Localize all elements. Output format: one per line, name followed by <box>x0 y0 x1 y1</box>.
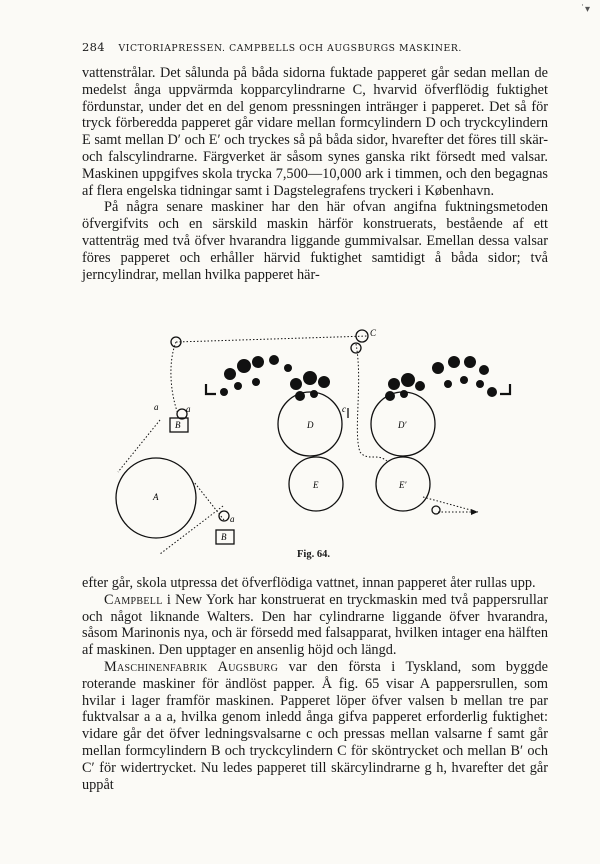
label-a1: a <box>154 402 159 412</box>
machine-diagram <box>98 322 538 570</box>
paragraph-3: efter går, skola utpressa det öfverflödiga vattnet, innan papperet åter rullas upp. <box>82 575 536 591</box>
corner-mark: ˙▾ <box>579 4 590 15</box>
text-block-bottom <box>82 575 548 793</box>
paragraph-5 <box>82 659 548 793</box>
label-E: E <box>313 480 319 490</box>
label-B-upper: B <box>175 420 181 430</box>
label-a2: a <box>186 404 191 414</box>
label-D: D <box>307 420 314 430</box>
label-D2: D′ <box>398 420 407 430</box>
label-a3: a <box>230 514 235 524</box>
label-c: c <box>342 404 346 414</box>
running-title: VICTORIAPRESSEN. CAMPBELLS OCH AUGSBURGS MASKINER. <box>118 43 462 54</box>
page-header <box>82 40 542 54</box>
paragraph-5-rest: var den första i Tyskland, som byggde roterande maskiner för ändlöst papper. Å fig. 65 visar A pappersrullen, som hvilar i lager framför maskinen. Papperet löper öfver valsen b mellan tre par fuktvalsar a a a, hvilka genom inledd ånga gifva papperet erforderlig fuktighet: vidare går det öfver ledningsvalsarne c och pressas mellan valsarne f samt går mellan formcylindern B och tryckcylindern C för sköntrycket och mellan B′ och C′ för widertrycket. Nu ledes papperet till skärcylindrarne g h, hvarefter det går uppåt <box>82 658 548 793</box>
label-B-lower: B <box>221 532 227 542</box>
paragraph-4 <box>82 592 548 659</box>
label-A: A <box>153 492 159 502</box>
paragraph-4-lead: Campbell <box>104 591 163 608</box>
figure-64 <box>98 322 538 570</box>
text-block-top <box>82 65 548 283</box>
figure-caption: Fig. 64. <box>297 549 330 560</box>
label-C: C <box>370 328 377 338</box>
page-number: 284 <box>82 40 105 54</box>
paragraph-1: vattenstrålar. Det sålunda på båda sidorna fuktade papperet går sedan mellan de medelst ånga uppvärmda kopparcylindrarne C, hvarvid öfverflödig fuktighet fördunstar, under det en del genom pressningen inträнger i papperet. Det så för tryck förberedda papperet går vidare mellan formcylindern D och tryckcylindern E samt mellan D′ och E′ och tryckes så på båda sidor, hvarefter det föres till skär- och falscylindrarne. Färgverket är såsom synes ganska rikt försedt med valsar. Maskinen uppgifves skola trycka 7,500—10,000 ark i timmen, och den begagnas af flera engelska tidningar samt i Dagstelegrafens tryckeri i København. <box>82 65 548 199</box>
paragraph-5-lead: Maschinenfabrik Augsburg <box>104 658 279 675</box>
roller-exit <box>432 506 440 514</box>
paragraph-4-rest: i New York har konstruerat en tryckmaskin med två pappersrullar och något liknande Walters. Den har cylindrarne liggande öfver hvarandra, såsom Marinonis nya, och är försedd med falsapparat, hvilken intager ena hälften af maskinen. Den upptager en ansenlig höjd och längd. <box>82 591 548 659</box>
paragraph-2: På några senare maskiner har den här ofvan angifna fuktningsmetoden öfvergifvits och en särskild maskin härför konstruerats, bestående af ett vattenträg med två öfver hvarandra liggande gummivalsar. Emellan dessa valsar föres papperet och erhåller härvid fuktighet samtidigt å båda sidor; två jerncylindrar, mellan hvilka papperet här- <box>82 199 548 283</box>
label-E2: E′ <box>399 480 407 490</box>
